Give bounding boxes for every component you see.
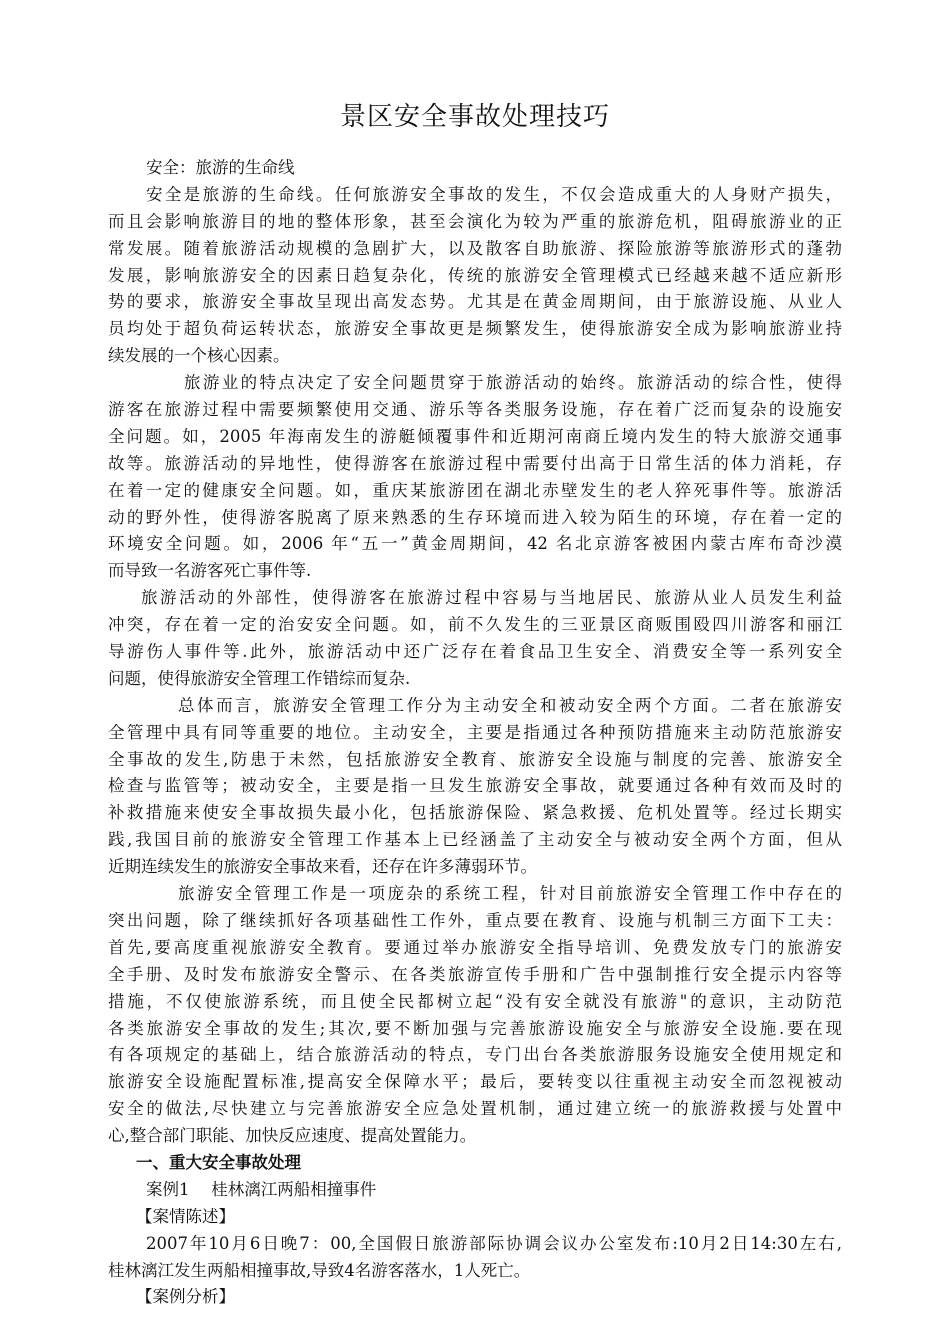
text-line: 故等。旅游活动的异地性，使得游客在旅游过程中需要付出高于日常生活的体力消耗，存 <box>108 453 842 473</box>
text-line: 常发展。随着旅游活动规模的急剧扩大，以及散客自助旅游、探险旅游等旅游形式的蓬勃 <box>108 238 842 258</box>
document-title: 景区安全事故处理技巧 <box>339 102 610 132</box>
text-line: 旅游业的特点决定了安全问题贯穿于旅游活动的始终。旅游活动的综合性，使得 <box>184 373 842 393</box>
text-line: 安全的做法,尽快建立与完善旅游安全应急处置机制，通过建立统一的旅游救援与处置中 <box>108 1099 842 1119</box>
text-line: 问题，使得旅游安全管理工作错综而复杂. <box>108 668 411 688</box>
text-line: 发展，影响旅游安全的因素日趋复杂化，传统的旅游安全管理模式已经越来越不适应新形 <box>108 265 842 285</box>
text-line: 近期连续发生的旅游安全事故来看，还存在许多薄弱环节。 <box>108 857 537 877</box>
text-line: 全管理中具有同等重要的地位。主动安全，主要是指通过各种预防措施来主动防范旅游安 <box>108 722 842 742</box>
text-line: 而且会影响旅游目的地的整体形象，甚至会演化为较为严重的旅游危机，阻碍旅游业的正 <box>108 211 842 231</box>
text-line: 有各项规定的基础上，结合旅游活动的特点，专门出台各类旅游服务设施安全使用规定和 <box>108 1045 842 1065</box>
text-line: 冲突，存在着一定的治安安全问题。如，前不久发生的三亚景区商贩围殴四川游客和丽江 <box>108 615 842 635</box>
text-line: 【案例分析】 <box>136 1287 235 1307</box>
text-line: 旅游活动的外部性，使得游客在旅游过程中容易与当地居民、旅游从业人员发生利益 <box>141 588 842 608</box>
text-line: 导游伤人事件等.此外，旅游活动中还广泛存在着食品卫生安全、消费安全等一系列安全 <box>108 642 842 662</box>
section-heading: 一、重大安全事故处理 <box>136 1152 301 1172</box>
text-line: 心,整合部门职能、加快反应速度、提高处置能力。 <box>108 1126 477 1146</box>
text-line: 环境安全问题。如，2006 年“五一”黄金周期间，42 名北京游客被困内蒙古库布奇沙漠 <box>108 534 842 554</box>
text-line: 检查与监管等；被动安全，主要是指一旦发生旅游安全事故，就要通过各种有效而及时的 <box>108 776 842 796</box>
text-line: 旅游安全管理工作是一项庞杂的系统工程，针对目前旅游安全管理工作中存在的 <box>178 884 842 904</box>
text-line: 续发展的一个核心因素。 <box>108 346 290 366</box>
text-line: 安全是旅游的生命线。任何旅游安全事故的发生，不仅会造成重大的人身财产损失， <box>146 184 842 204</box>
text-line: 势的要求，旅游安全事故呈现出高发态势。尤其是在黄金周期间，由于旅游设施、从业人 <box>108 292 842 312</box>
text-line: 补救措施来使安全事故损失最小化，包括旅游保险、紧急救援、危机处置等。经过长期实 <box>108 803 842 823</box>
text-line: 全事故的发生,防患于未然，包括旅游安全教育、旅游安全设施与制度的完善、旅游安全 <box>108 749 842 769</box>
text-line: 总体而言，旅游安全管理工作分为主动安全和被动安全两个方面。二者在旅游安 <box>178 695 842 715</box>
text-line: 践,我国目前的旅游安全管理工作基本上已经涵盖了主动安全与被动安全两个方面，但从 <box>108 830 842 850</box>
text-line: 员均处于超负荷运转状态，旅游安全事故更是频繁发生，使得旅游安全成为影响旅游业持 <box>108 319 842 339</box>
text-line: 在着一定的健康安全问题。如，重庆某旅游团在湖北赤壁发生的老人猝死事件等。旅游活 <box>108 480 842 500</box>
text-line: 【案情陈述】 <box>136 1206 235 1226</box>
text-line: 突出问题，除了继续抓好各项基础性工作外，重点要在教育、设施与机制三方面下工夫： <box>108 910 842 930</box>
document-body <box>108 155 842 1311</box>
text-line: 安全：旅游的生命线 <box>146 158 295 177</box>
text-line: 旅游安全设施配置标准,提高安全保障水平；最后，要转变以往重视主动安全而忽视被动 <box>108 1072 842 1092</box>
text-line: 全手册、及时发布旅游安全警示、在各类旅游宣传手册和广告中强制推行安全提示内容等 <box>108 964 842 984</box>
text-line: 动的野外性，使得游客脱离了原来熟悉的生存环境而进入较为陌生的环境，存在着一定的 <box>108 507 842 527</box>
text-line: 2007年10月6日晚7：00,全国假日旅游部际协调会议办公室发布:10月2日14:30左右, <box>146 1233 842 1253</box>
text-line: 桂林漓江发生两船相撞事故,导致4名游客落水，1人死亡。 <box>108 1260 531 1280</box>
text-line: 案例1 桂林漓江两船相撞事件 <box>146 1179 377 1199</box>
text-line: 而导致一名游客死亡事件等. <box>108 561 312 581</box>
text-line: 首先,要高度重视旅游安全教育。要通过举办旅游安全指导培训、免费发放专门的旅游安 <box>108 937 842 957</box>
text-line: 游客在旅游过程中需要频繁使用交通、游乐等各类服务设施，存在着广泛而复杂的设施安 <box>108 400 842 420</box>
text-line: 全问题。如，2005 年海南发生的游艇倾覆事件和近期河南商丘境内发生的特大旅游交通事 <box>108 426 842 446</box>
text-line: 各类旅游安全事故的发生;其次,要不断加强与完善旅游设施安全与旅游安全设施.要在现 <box>108 1018 842 1038</box>
text-line: 措施，不仅使旅游系统，而且使全民都树立起“没有安全就没有旅游"的意识，主动防范 <box>108 991 842 1011</box>
